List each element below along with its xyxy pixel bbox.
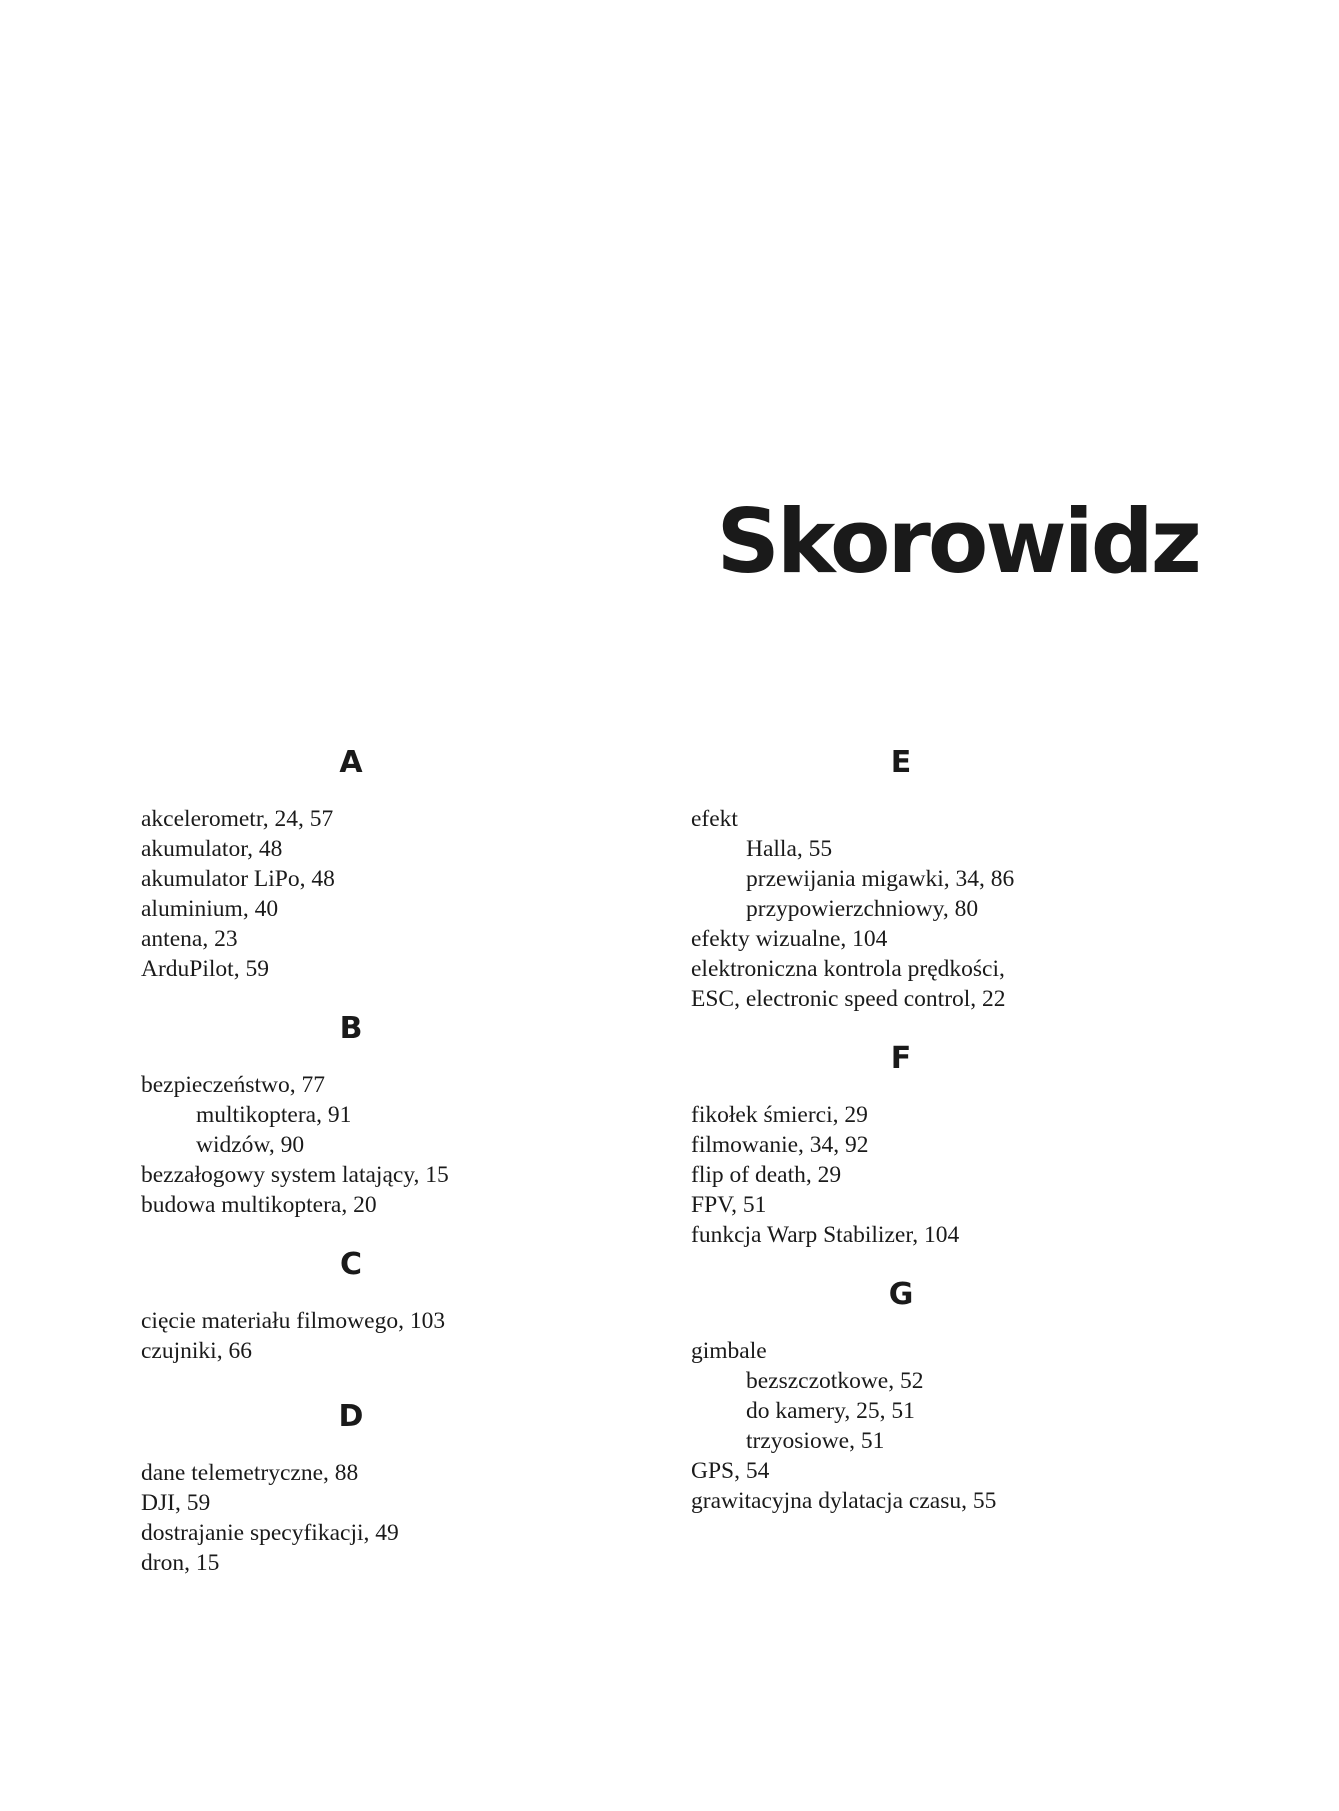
index-subentry: przypowierzchniowy, 80 (746, 896, 979, 922)
index-subentry: widzów, 90 (196, 1132, 305, 1158)
entry-list (691, 1336, 1111, 1516)
index-entry: efekt (691, 806, 738, 832)
section-letter: F (890, 1041, 912, 1076)
index-entry: fikołek śmierci, 29 (691, 1102, 868, 1128)
index-entry: dane telemetryczne, 88 (141, 1460, 359, 1486)
index-column-right (691, 745, 1111, 1546)
index-section-c (141, 1247, 561, 1366)
section-letter: E (890, 745, 912, 780)
index-subentry: Halla, 55 (746, 836, 833, 862)
index-entry: czujniki, 66 (141, 1338, 252, 1364)
index-entry: gimbale (691, 1338, 767, 1364)
index-entry: FPV, 51 (691, 1192, 767, 1218)
index-entry: akumulator LiPo, 48 (141, 866, 335, 892)
index-entry: GPS, 54 (691, 1458, 770, 1484)
page-title: Skorowidz (716, 490, 1199, 593)
index-entry: cięcie materiału filmowego, 103 (141, 1308, 446, 1334)
index-section-b (141, 1011, 561, 1220)
entry-list (141, 1070, 561, 1220)
index-subentry: przewijania migawki, 34, 86 (746, 866, 1015, 892)
section-letter: B (339, 1011, 363, 1046)
section-letter: C (339, 1247, 363, 1282)
section-letter: G (888, 1277, 914, 1312)
index-entry: flip of death, 29 (691, 1162, 842, 1188)
index-entry: dostrajanie specyfikacji, 49 (141, 1520, 399, 1546)
index-entry: funkcja Warp Stabilizer, 104 (691, 1222, 960, 1248)
index-entry: akumulator, 48 (141, 836, 283, 862)
index-entry: ArduPilot, 59 (141, 956, 269, 982)
index-subentry: bezszczotkowe, 52 (746, 1368, 924, 1394)
index-entry: dron, 15 (141, 1550, 220, 1576)
index-entry: bezzałogowy system latający, 15 (141, 1162, 449, 1188)
index-subentry: do kamery, 25, 51 (746, 1398, 915, 1424)
index-subentry: multikoptera, 91 (196, 1102, 352, 1128)
section-letter: A (339, 745, 363, 780)
index-column-left (141, 745, 561, 1608)
index-entry: antena, 23 (141, 926, 238, 952)
index-entry: DJI, 59 (141, 1490, 211, 1516)
index-section-f (691, 1041, 1111, 1250)
entry-list (691, 1100, 1111, 1250)
index-entry: filmowanie, 34, 92 (691, 1132, 869, 1158)
entry-list (141, 804, 561, 984)
index-entry: bezpieczeństwo, 77 (141, 1072, 326, 1098)
index-entry: budowa multikoptera, 20 (141, 1192, 377, 1218)
index-section-a (141, 745, 561, 984)
index-entry: ESC, electronic speed control, 22 (691, 986, 1006, 1012)
section-letter: D (338, 1399, 364, 1434)
index-section-g (691, 1277, 1111, 1516)
index-entry: elektroniczna kontrola prędkości, (691, 956, 1005, 982)
index-subentry: trzyosiowe, 51 (746, 1428, 885, 1454)
entry-list (141, 1306, 561, 1366)
index-entry: aluminium, 40 (141, 896, 279, 922)
index-entry: efekty wizualne, 104 (691, 926, 888, 952)
index-entry: akcelerometr, 24, 57 (141, 806, 334, 832)
entry-list (691, 804, 1111, 1014)
index-entry: grawitacyjna dylatacja czasu, 55 (691, 1488, 997, 1514)
index-section-e (691, 745, 1111, 1014)
entry-list (141, 1458, 561, 1578)
index-section-d (141, 1399, 561, 1578)
